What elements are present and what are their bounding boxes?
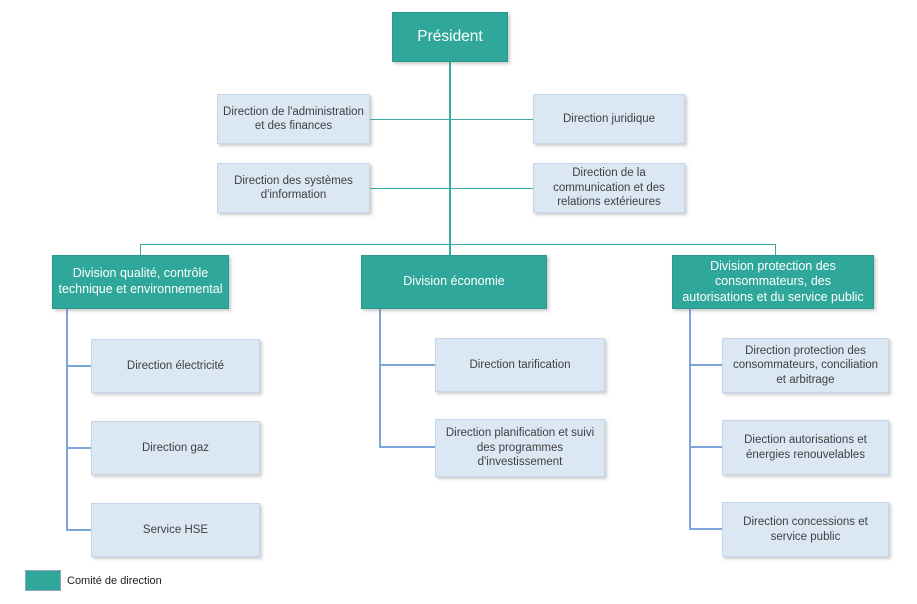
node-direction-electricite: Direction électricité [91, 339, 260, 393]
node-direction-tarification: Direction tarification [435, 338, 605, 392]
node-direction-communication: Direction de la communication et des relations extérieures [533, 163, 685, 213]
connector-gaz [66, 447, 91, 449]
connector-autorisations [689, 446, 722, 448]
node-division-protection: Division protection des consommateurs, des autorisations et du service public [672, 255, 874, 309]
connector-drop-division-qualite [140, 244, 141, 255]
connector-staff-communication [451, 188, 533, 189]
connector-electricite [66, 365, 91, 367]
connector-tarification [379, 364, 435, 366]
node-direction-concessions: Direction concessions et service public [722, 502, 889, 557]
node-division-qualite: Division qualité, contrôle technique et environnemental [52, 255, 229, 309]
node-direction-protection-consommateurs: Direction protection des consommateurs, conciliation et arbitrage [722, 338, 889, 393]
connector-divisions-rail [140, 244, 776, 245]
node-president: Président [392, 12, 508, 62]
node-direction-juridique: Direction juridique [533, 94, 685, 144]
connector-planification [379, 446, 435, 448]
connector-drop-division-protection [775, 244, 776, 255]
connector-staff-admin [370, 119, 449, 120]
node-division-economie: Division économie [361, 255, 547, 309]
connector-president-trunk [449, 62, 451, 244]
node-direction-systemes-information: Direction des systèmes d'information [217, 163, 370, 213]
node-service-hse: Service HSE [91, 503, 260, 557]
connector-protection-trunk [689, 309, 691, 530]
legend-committee-swatch [25, 570, 61, 591]
connector-drop-division-economie [449, 244, 451, 255]
connector-qualite-trunk [66, 309, 68, 531]
node-direction-admin-finances: Direction de l'administration et des finances [217, 94, 370, 144]
connector-concessions [689, 528, 722, 530]
legend-committee-label: Comité de direction [67, 574, 162, 587]
node-direction-autorisations-energies: Diection autorisations et énergies renouvelables [722, 420, 889, 475]
node-direction-planification: Direction planification et suivi des programmes d'investissement [435, 419, 605, 477]
connector-staff-juridique [451, 119, 533, 120]
node-direction-gaz: Direction gaz [91, 421, 260, 475]
connector-hse [66, 529, 91, 531]
connector-protection-consommateurs [689, 364, 722, 366]
connector-staff-systemes [370, 188, 449, 189]
connector-economie-trunk [379, 309, 381, 448]
